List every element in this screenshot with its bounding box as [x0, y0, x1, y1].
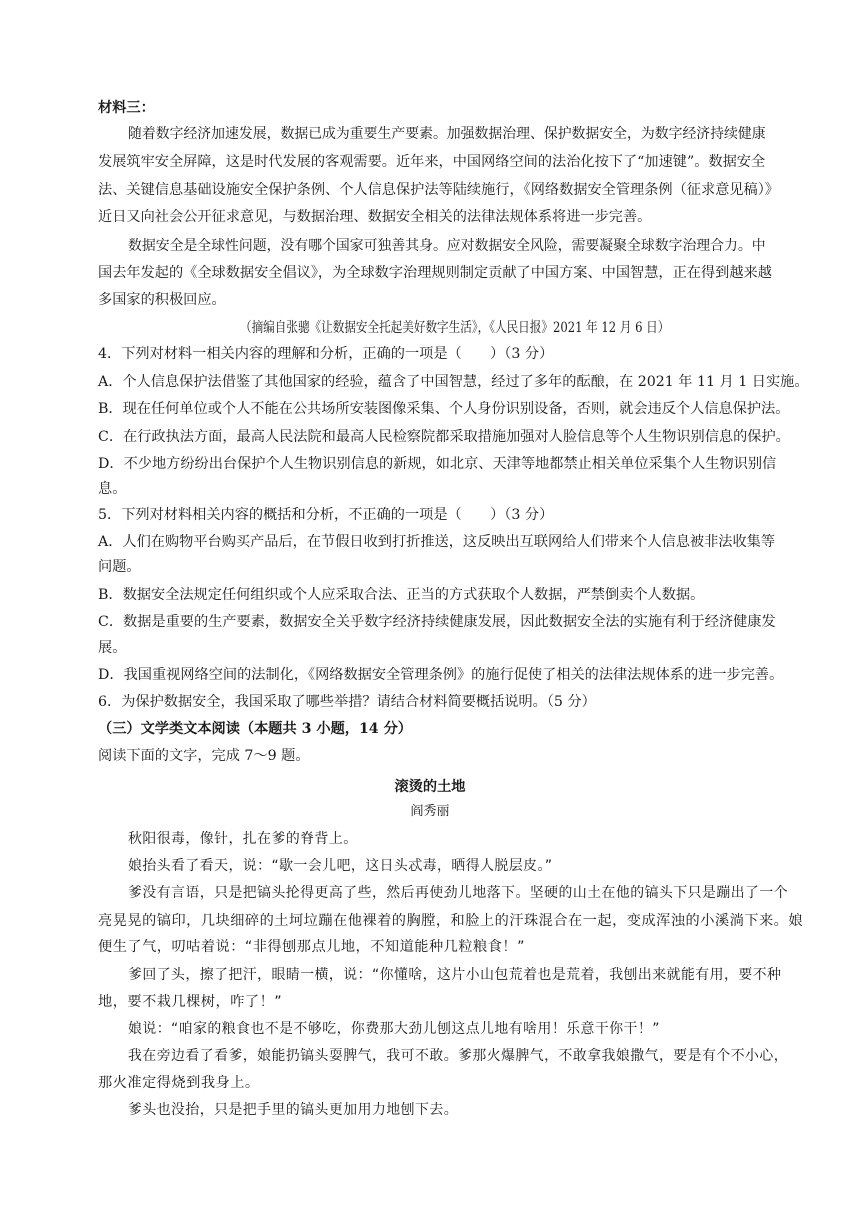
material3-p1-line: 法、关键信息基础设施安全保护条例、个人信息保护法等陆续施行，《网络数据安全管理条例（征求意见稿）》	[98, 182, 779, 198]
q4-option-c: C．在行政执法方面，最高人民法院和最高人民检察院都采取措施加强对人脸信息等个人生物识别信息的保护。	[98, 429, 790, 445]
story-line: 地，要不栽几棵树，咋了！”	[98, 994, 283, 1010]
q4-stem: 4．下列对材料一相关内容的理解和分析，正确的一项是（ ）（3 分）	[98, 346, 554, 362]
q5-stem: 5．下列对材料相关内容的概括和分析，不正确的一项是（ ）（3 分）	[98, 507, 554, 523]
q4-option-d: D．不少地方纷纷出台保护个人生物识别信息的新规，如北京、天津等地都禁止相关单位采集个人生物识别信	[98, 456, 777, 472]
material3-p2-line: 数据安全是全球性问题，没有哪个国家可独善其身。应对数据安全风险，需要凝聚全球数字治理合力。中	[128, 238, 766, 254]
story-line: 亮晃晃的镐印，几块细碎的土坷垃蹦在他裸着的胸膛，和脸上的汗珠混合在一起，变成浑浊的小溪淌下来。娘	[98, 913, 804, 929]
q6-stem: 6．为保护数据安全，我国采取了哪些举措？请结合材料简要概括说明。（5 分）	[98, 694, 596, 710]
material3-p1-line: 近日又向社会公开征求意见，与数据治理、数据安全相关的法律法规体系将进一步完善。	[98, 209, 652, 225]
story-line: 娘抬头看了看天，说：“歇一会儿吧，这日头忒毒，晒得人脱层皮。”	[128, 858, 553, 874]
section3-intro: 阅读下面的文字，完成 7～9 题。	[98, 748, 310, 764]
q5-option-a-cont: 问题。	[98, 559, 141, 575]
story-title: 滚烫的土地	[394, 779, 466, 795]
q5-option-c-cont: 展。	[98, 640, 127, 656]
material3-heading: 材料三：	[98, 100, 155, 116]
material3-p2-line: 国去年发起的《全球数据安全倡议》，为全球数字治理规则制定贡献了中国方案、中国智慧，正在得到越来越	[98, 265, 772, 281]
q5-option-d: D．我国重视网络空间的法制化，《网络数据安全管理条例》的施行促使了相关的法律法规体系的进一步完善。	[98, 667, 784, 683]
material3-p2-line: 多国家的积极回应。	[98, 292, 226, 308]
material3-source: （摘编自张骢《让数据安全托起美好数字生活》，《人民日报》2021 年 12 月 6 日）	[240, 320, 670, 336]
q4-option-a: A．个人信息保护法借鉴了其他国家的经验，蕴含了中国智慧，经过了多年的酝酿，在 2021 年 11 月 1 日实施。	[98, 374, 809, 390]
story-line: 秋阳很毒，像针，扎在爹的脊背上。	[128, 831, 358, 847]
story-line: 爹没有言语，只是把镐头抡得更高了些，然后再使劲儿地落下。坚硬的山土在他的镐头下只是蹦出了一个	[128, 885, 789, 901]
q5-option-a: A．人们在购物平台购买产品后，在节假日收到打折推送，这反映出互联网给人们带来个人信息被非法收集等	[98, 534, 776, 550]
q5-option-c: C．数据是重要的生产要素，数据安全关乎数字经济持续健康发展，因此数据安全法的实施有利于经济健康发	[98, 614, 776, 630]
q5-option-b: B．数据安全法规定任何组织或个人应采取合法、正当的方式获取个人数据，严禁倒卖个人数据。	[98, 587, 705, 603]
story-line: 娘说：“咱家的粮食也不是不够吃，你费那大劲儿刨这点儿地有啥用！乐意干你干！”	[128, 1021, 660, 1037]
material3-p1-line: 随着数字经济加速发展，数据已成为重要生产要素。加强数据治理、保护数据安全，为数字经济持续健康	[128, 126, 766, 142]
story-line: 那火准定得烧到我身上。	[98, 1075, 260, 1091]
material3-p1-line: 发展筑牢安全屏障，这是时代发展的客观需要。近年来，中国网络空间的法治化按下了“加速键”。数据安全	[98, 154, 766, 170]
story-line: 便生了气，叨咕着说：“非得刨那点儿地，不知道能种几粒粮食！”	[98, 939, 525, 955]
q4-option-d-cont: 息。	[98, 481, 127, 497]
q4-option-b: B．现在任何单位或个人不能在公共场所安装图像采集、个人身份识别设备，否则，就会违反个人信息保护法。	[98, 401, 790, 417]
section3-heading: （三）文学类文本阅读（本题共 3 小题，14 分）	[98, 721, 412, 737]
story-line: 爹回了头，擦了把汗，眼睛一横，说：“你懂啥，这片小山包荒着也是荒着，我刨出来就能有用，要不种	[128, 967, 782, 983]
story-line: 我在旁边看了看爹，娘能扔镐头耍脾气，我可不敢。爹那火爆脾气，不敢拿我娘撒气，要是有个不小心，	[128, 1048, 789, 1064]
story-author: 阎秀丽	[410, 804, 450, 819]
story-line: 爹头也没抬，只是把手里的镐头更加用力地刨下去。	[128, 1102, 459, 1118]
